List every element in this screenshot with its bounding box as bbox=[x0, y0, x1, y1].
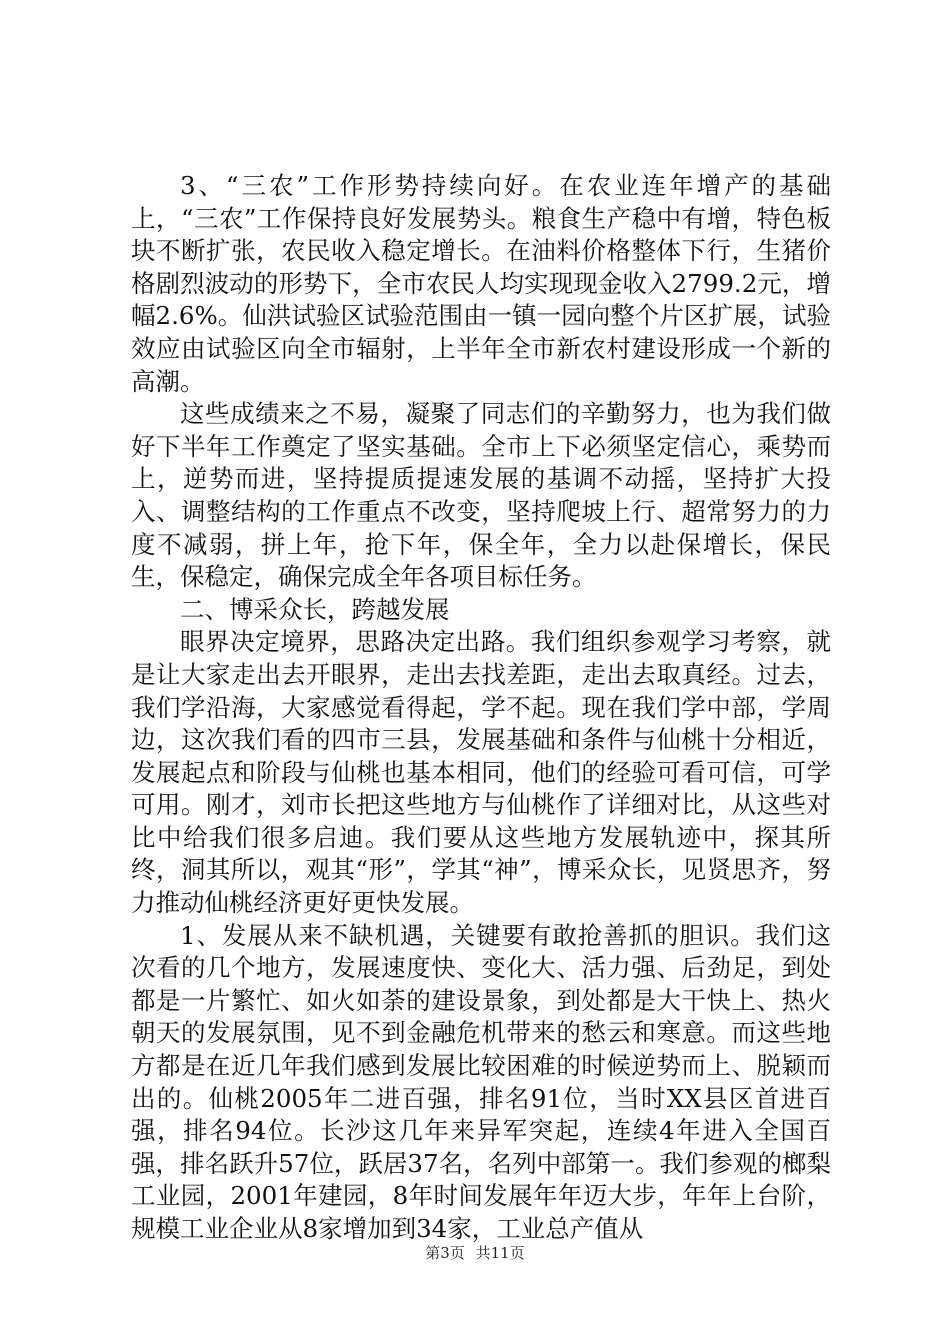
paragraph-opportunity: 1、发展从来不缺机遇，关键要有敢抢善抓的胆识。我们这次看的几个地方，发展速度快、变化大、活力强、后劲足，到处都是一片繁忙、如火如荼的建设景象，到处都是大干快上、热火朝天的发展氛围，见不到金融危机带来的愁云和寒意。而这些地方都是在近几年我们感到发展比较困难的时候逆势而上、脱颖而出的。仙桃2005年二进百强，排名91位，当时XX县区首进百强，排名94位。长沙这几年来异军突起，连续4年进入全国百强，排名跃升57位，跃居37名，名列中部第一。我们参观的榔梨工业园，2001年建园，8年时间发展年年迈大步，年年上台阶，规模工业企业从8家增加到34家，工业总产值从 bbox=[131, 920, 831, 1243]
section-heading: 二、博采众长，跨越发展 bbox=[180, 594, 450, 624]
page-number: 第3页 bbox=[425, 1244, 465, 1262]
paragraph-vision: 眼界决定境界，思路决定出路。我们组织参观学习考察，就是让大家走出去开眼界，走出去找差距，走出去取真经。过去，我们学沿海，大家感觉看得起，学不起。现在我们学中部，学周边，这次我们看的四市三县，发展基础和条件与仙桃十分相近，发展起点和阶段与仙桃也基本相同，他们的经验可看可信，可学可用。刚才，刘市长把这些地方与仙桃作了详细对比，从这些对比中给我们很多启迪。我们要从这些地方发展轨迹中，探其所终，洞其所以，观其“形”，学其“神”，博采众长，见贤思齐，努力推动仙桃经济更好更快发展。 bbox=[131, 627, 831, 918]
document-body bbox=[131, 170, 831, 1246]
paragraph-sannong: 3、“三农”工作形势持续向好。在农业连年增产的基础上，“三农”工作保持良好发展势头。粮食生产稳中有增，特色板块不断扩张，农民收入稳定增长。在油料价格整体下行，生猪价格剧烈波动的形势下，全市农民人均实现现金收入2799.2元，增幅2.6%。仙洪试验区试验范围由一镇一园向整个片区扩展，试验效应由试验区向全市辐射，上半年全市新农村建设形成一个新的高潮。 bbox=[131, 171, 831, 396]
paragraph-achievements: 这些成绩来之不易，凝聚了同志们的辛勤努力，也为我们做好下半年工作奠定了坚实基础。全市上下必须坚定信心，乘势而上，逆势而进，坚持提质提速发展的基调不动摇，坚持扩大投入、调整结构的工作重点不改变，坚持爬坡上行、超常努力的力度不减弱，拼上年，抢下年，保全年，全力以赴保增长，保民生，保稳定，确保完成全年各项目标任务。 bbox=[131, 399, 831, 592]
page-total: 共11页 bbox=[475, 1244, 525, 1262]
page-footer bbox=[0, 1243, 950, 1263]
